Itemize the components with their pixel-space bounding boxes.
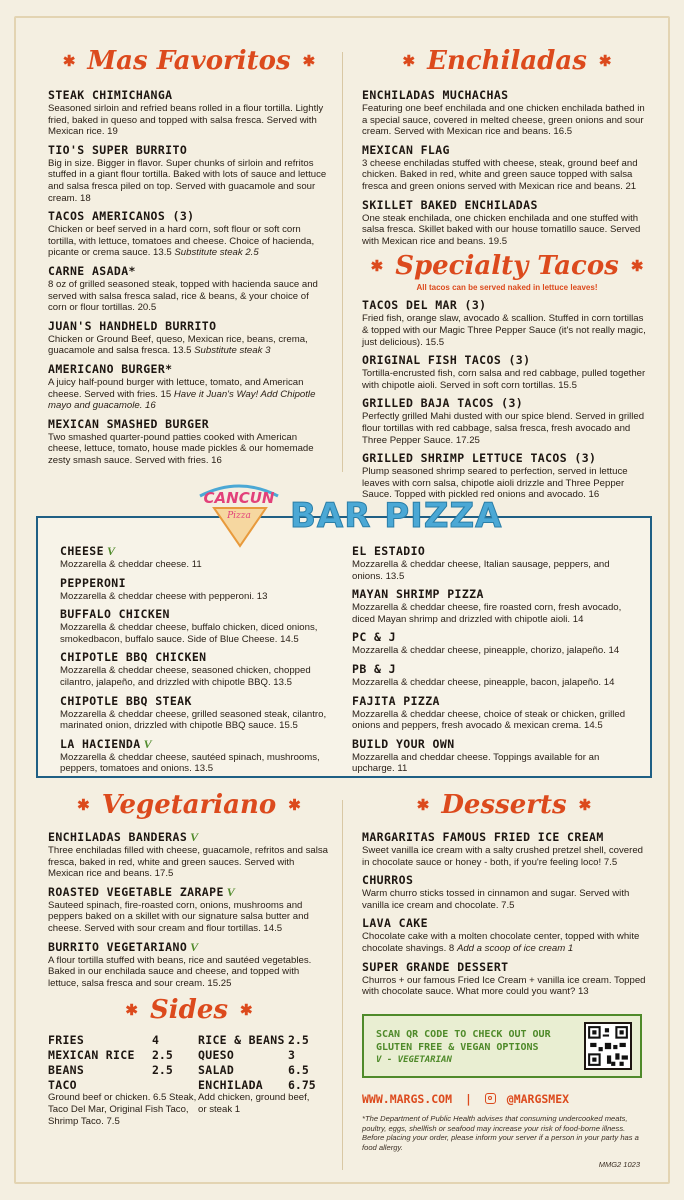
item-desc-text: Mozzarella & cheddar cheese, pineapple, bacon, jalapeño. 14	[352, 676, 615, 688]
menu-item-description	[48, 377, 330, 412]
menu-item-name	[60, 694, 336, 709]
menu-item-name	[48, 830, 330, 845]
item-name-text: PC & J	[352, 630, 396, 645]
menu-item	[352, 694, 642, 732]
star-icon: ✱	[62, 51, 76, 70]
side-name: QUESO	[198, 1048, 235, 1063]
menu-code: MMG2 1023	[598, 1160, 640, 1169]
footer-links	[362, 1092, 569, 1106]
menu-item-description	[362, 888, 646, 911]
menu-item-description	[362, 931, 646, 954]
item-name-text: MEXICAN FLAG	[362, 142, 450, 157]
menu-item	[362, 960, 646, 998]
menu-item-description	[362, 313, 652, 348]
item-desc-text: Sweet vanilla ice cream with a salty crushed pretzel shell, covered in chocolate sauce or honey - both, if you're feeling loco! 7.5	[362, 845, 644, 868]
menu-item-name	[362, 88, 652, 103]
side-price	[152, 1078, 198, 1092]
item-desc-text: Mozzarella & cheddar cheese, pineapple, chorizo, jalapeño. 14	[352, 645, 620, 657]
item-name-text: CHURROS	[362, 873, 414, 888]
item-name-text: MEXICAN SMASHED BURGER	[48, 416, 210, 431]
item-name-text: ORIGINAL FISH TACOS (3)	[362, 353, 531, 368]
menu-item-name	[48, 417, 330, 432]
menu-item	[48, 209, 330, 259]
menu-item	[48, 88, 330, 138]
menu-item	[60, 737, 336, 775]
item-name-text: MAYAN SHRIMP PIZZA	[352, 587, 484, 602]
qr-line3: V - VEGETARIAN	[376, 1055, 452, 1065]
menu-item	[362, 143, 652, 193]
item-desc-text: Tortilla-encrusted fish, corn salsa and red cabbage, pulled together with chipotle aioli. Served in soft corn tortillas. 15.5	[362, 368, 646, 391]
item-name-text: SKILLET BAKED ENCHILADAS	[362, 197, 538, 212]
menu-item-description	[48, 845, 330, 880]
menu-item-description	[48, 955, 330, 990]
item-desc-text: Seasoned sirloin and refried beans rolled in a flour tortilla. Lightly fried, baked in queso and topped with salsa fresca. Served with Mexican rice. 19	[48, 103, 324, 138]
star-icon: ✱	[240, 1000, 253, 1019]
star-icon: ✱	[402, 51, 416, 70]
health-disclaimer: *The Department of Public Health advises that consuming undercooked meats, poultry, eggs, shellfish or seafood may increase your risk of food-borne illness. Before placing your order, please inform your server if a person in your party has a food allergy.	[362, 1114, 639, 1152]
vegetarian-icon: V	[190, 830, 199, 844]
item-desc-text: Mozzarella & cheddar cheese, grilled seasoned steak, cilantro, marinated onion, drizzled with chipotle BBQ sauce. 15.5	[60, 708, 327, 732]
item-desc-text: Sauteed spinach, fire-roasted corn, onions, mushrooms and peppers baked on a skillet with our signature salsa butter and cheese. Served with sour cream and flour tortillas. 14.5	[48, 899, 309, 934]
menu-item-note: Substitute steak 3	[194, 345, 271, 357]
menu-item-description	[362, 975, 646, 998]
menu-item-name	[48, 88, 330, 103]
column-divider-top	[342, 52, 343, 472]
star-icon: ✱	[578, 795, 592, 814]
menu-item	[48, 362, 330, 412]
vegetarian-icon: V	[226, 884, 236, 899]
menu-item-name	[48, 143, 330, 158]
menu-item	[48, 940, 330, 990]
menu-item-description	[48, 158, 330, 204]
item-desc-text: Warm churro sticks tossed in cinnamon and sugar. Served with vanilla ice cream and chocolate. 7.5	[362, 888, 630, 911]
menu-item	[362, 396, 652, 446]
star-icon: ✱	[77, 795, 90, 814]
star-icon: ✱	[370, 256, 384, 275]
desserts-list	[362, 830, 646, 998]
vegetarian-icon: V	[106, 544, 116, 558]
menu-item	[362, 198, 652, 248]
mas-favoritos-title: ✱ Mas Favoritos ✱	[62, 46, 316, 76]
menu-item-description	[60, 622, 336, 645]
desserts-title: ✱ Desserts ✱	[416, 790, 592, 820]
specialty-tacos-title: ✱ Specialty Tacos ✱	[370, 251, 644, 282]
menu-item	[60, 650, 336, 688]
side-name: BEANS	[48, 1063, 85, 1078]
item-name-text: EL ESTADIO	[352, 544, 426, 558]
menu-item	[362, 873, 646, 911]
item-name-text: BUILD YOUR OWN	[352, 736, 455, 751]
pizza-logo-text: Pizza	[227, 511, 251, 521]
item-desc-text: A flour tortilla stuffed with beans, rice and sautéed vegetables. Baked in our enchilada sauce and cheese, and topped with lettuce, salsa fresca and sour cream. 15.25	[48, 954, 312, 989]
item-name-text: ENCHILADAS BANDERAS	[48, 830, 188, 844]
vegetarian-icon: V	[190, 939, 199, 954]
menu-item-description	[352, 645, 642, 657]
column-divider-bottom	[342, 800, 343, 1170]
menu-item	[48, 143, 330, 204]
item-desc-text: Mozzarella & cheddar cheese, sautéed spinach, mushrooms, peppers, tomatoes and onions. 13.5	[60, 751, 320, 775]
item-name-text: PEPPERONI	[60, 575, 126, 590]
menu-item-name	[48, 362, 330, 377]
vegetarian-icon: V	[143, 736, 152, 751]
item-desc-text: Plump seasoned shrimp seared to perfection, served in lettuce leaves with corn salsa, chipotle aioli drizzle and Three Pepper Sauce. Topped with pickled red onions and avocado. 16	[362, 466, 628, 501]
menu-item	[352, 737, 642, 775]
menu-item-name	[352, 587, 642, 602]
menu-item-description	[48, 334, 330, 357]
item-desc-text: Featuring one beef enchilada and one chicken enchilada bathed in a special sauce, covered in melted cheese, green onions and sour cream. Served with Mexican rice and beans. 16.5	[362, 103, 645, 138]
side-price: 6.75	[288, 1078, 316, 1093]
menu-item-name	[48, 209, 330, 224]
menu-item-name	[362, 830, 646, 845]
menu-item-name	[362, 960, 646, 975]
menu-item-name	[362, 451, 652, 466]
item-name-text: CHIPOTLE BBQ CHICKEN	[60, 650, 207, 665]
item-name-text: TIO'S SUPER BURRITO	[48, 142, 188, 157]
pizza-left-column	[60, 544, 336, 780]
menu-item	[60, 576, 336, 603]
menu-item-name	[362, 873, 646, 888]
menu-item	[362, 451, 652, 501]
menu-item-description	[362, 103, 652, 138]
bar-pizza-title: BAR PIZZA	[290, 496, 503, 536]
side-price: 6.5	[288, 1063, 309, 1078]
star-icon: ✱	[288, 795, 301, 814]
menu-item	[352, 587, 642, 625]
item-name-text: BUFFALO CHICKEN	[60, 607, 170, 622]
side-name: TACO	[48, 1078, 77, 1093]
enchiladas-section	[362, 48, 652, 506]
item-desc-text: Mozzarella & cheddar cheese, seasoned chicken, chopped cilantro, jalapeño, and drizzled with chipotle BBQ. 13.5	[60, 665, 311, 688]
menu-item-description	[362, 158, 652, 193]
item-name-text: MARGARITAS FAMOUS FRIED ICE CREAM	[362, 830, 604, 844]
menu-item	[362, 916, 646, 954]
menu-item-name	[362, 298, 652, 313]
menu-item	[48, 830, 330, 880]
menu-item-name	[362, 396, 652, 411]
mas-favoritos-section	[48, 48, 330, 471]
item-name-text: LA HACIENDA	[60, 736, 141, 751]
menu-item-name	[60, 737, 336, 752]
menu-item	[362, 353, 652, 391]
menu-item-name	[60, 576, 336, 591]
enchilada-side-desc: Add chicken, ground beef, or steak 1	[198, 1092, 310, 1115]
item-name-text: SUPER GRANDE DESSERT	[362, 959, 509, 974]
menu-item-name	[60, 607, 336, 622]
menu-item-description	[352, 559, 642, 582]
item-name-text: FAJITA PIZZA	[352, 693, 440, 708]
item-desc-text: Chicken or beef served in a hard corn, soft flour or soft corn tortilla, with lettuce, tomatoes and cheese. Choice of hacienda, picante or crema sauce. 13.5	[48, 224, 315, 259]
menu-item-description	[352, 677, 642, 689]
side-price: 2.5	[288, 1033, 309, 1048]
sides-title: ✱ Sides ✱	[125, 995, 253, 1026]
menu-item	[48, 319, 330, 357]
menu-item-description	[362, 368, 652, 391]
menu-item-name	[48, 885, 330, 900]
bar-pizza-box	[36, 516, 652, 778]
item-name-text: PB & J	[352, 661, 396, 676]
menu-item	[362, 298, 652, 348]
menu-item-description	[352, 602, 642, 625]
menu-item-name	[60, 650, 336, 665]
menu-item-description	[362, 213, 652, 248]
qr-code-icon[interactable]	[584, 1022, 632, 1070]
item-name-text: LAVA CAKE	[362, 916, 428, 931]
side-name: FRIES	[48, 1033, 85, 1048]
menu-item-note: Add a scoop of ice cream 1	[456, 942, 574, 954]
menu-item-description	[60, 709, 336, 732]
menu-item-description	[352, 709, 642, 732]
menu-item-description	[352, 752, 642, 775]
item-desc-text: Mozzarella & cheddar cheese, buffalo chicken, diced onions, smokedbacon, buffalo sauce. Side of Blue Cheese. 14.5	[60, 622, 318, 645]
menu-item	[60, 607, 336, 645]
item-desc-text: 8 oz of grilled seasoned steak, topped with hacienda sauce and served with salsa fresca salad, rice & beans, & your choice of corn or flour tortillas. 20.5	[48, 278, 318, 314]
item-desc-text: Perfectly grilled Mahi dusted with our spice blend. Served in grilled flour tortillas with red cabbage, salsa fresca, fresh avocado and Three Pepper Sauce. 17.25	[362, 411, 645, 446]
item-name-text: CARNE ASADA*	[48, 263, 136, 278]
item-desc-text: Churros + our famous Fried Ice Cream + vanilla ice cream. Topped with chocolate sauce. What more could you want? 13	[362, 974, 646, 998]
website-link[interactable]: WWW.MARGS.COM	[362, 1092, 453, 1106]
menu-item-name	[48, 319, 330, 334]
specialty-tacos-list	[362, 298, 652, 501]
menu-item-description	[60, 752, 336, 775]
item-name-text: GRILLED SHRIMP LETTUCE TACOS (3)	[362, 451, 597, 466]
item-desc-text: Mozzarella & cheddar cheese with pepperoni. 13	[60, 590, 268, 602]
item-name-text: JUAN'S HANDHELD BURRITO	[48, 318, 217, 333]
menu-item	[362, 830, 646, 868]
menu-item-description	[48, 224, 330, 259]
item-desc-text: Three enchiladas filled with cheese, guacamole, refritos and salsa fresca, baked in red, white and green sauces. Served with Mexican rice and beans. 17.5	[48, 845, 328, 880]
star-icon: ✱	[302, 51, 316, 70]
item-name-text: TACOS AMERICANOS (3)	[48, 209, 195, 224]
menu-item	[48, 264, 330, 314]
item-name-text: CHEESE	[60, 544, 104, 558]
menu-item-name	[352, 694, 642, 709]
menu-item-note: Have it Juan's Way! Add Chipotle mayo and guacamole. 16	[48, 388, 316, 412]
enchiladas-title: ✱ Enchiladas ✱	[402, 46, 612, 76]
menu-item-name	[48, 940, 330, 955]
item-desc-text: Chocolate cake with a molten chocolate center, topped with white chocolate shavings. 8	[362, 931, 640, 954]
menu-item-description	[60, 559, 336, 571]
qr-line1: SCAN QR CODE TO CHECK OUT OUR	[376, 1029, 551, 1040]
vegetariano-section	[48, 792, 330, 1127]
menu-item	[352, 630, 642, 657]
item-name-text: ENCHILADAS MUCHACHAS	[362, 88, 509, 102]
item-desc-text: Big in size. Bigger in flavor. Super chunks of sirloin and refritos stuffed in a giant flour tortilla. Baked with lots of sauce and lettuce and salsa fresca piled on top. Served with guacamole and sour cream. 18	[48, 157, 327, 204]
item-name-text: STEAK CHIMICHANGA	[48, 88, 173, 102]
sides-grid	[48, 1033, 330, 1092]
menu-item-name	[352, 544, 642, 559]
menu-item	[48, 885, 330, 935]
star-icon: ✱	[598, 51, 612, 70]
star-icon: ✱	[630, 256, 644, 275]
menu-item-name	[48, 264, 330, 279]
item-desc-text: A juicy half-pound burger with lettuce, tomato, and American cheese. Served with fries. 15	[48, 376, 304, 400]
item-desc-text: Fried fish, orange slaw, avocado & scallion. Stuffed in corn tortillas & topped with our Magic Three Pepper Sauce (it's not really magic, just delicious). 15.5	[362, 313, 646, 348]
qr-line2: GLUTEN FREE & VEGAN OPTIONS	[376, 1042, 539, 1053]
instagram-icon	[485, 1093, 496, 1104]
item-desc-text: Mozzarella & cheddar cheese. 11	[60, 559, 202, 570]
menu-item-description	[48, 103, 330, 138]
menu-item	[362, 88, 652, 138]
qr-code-box	[362, 1014, 642, 1078]
enchiladas-list	[362, 88, 652, 247]
side-name: SALAD	[198, 1063, 235, 1078]
side-name: MEXICAN RICE	[48, 1048, 135, 1063]
pizza-right-column	[352, 544, 642, 780]
item-desc-text: Mozzarella and cheddar cheese. Toppings available for an upcharge. 11	[352, 751, 600, 775]
vegetariano-list	[48, 830, 330, 989]
item-desc-text: Two smashed quarter-pound patties cooked with American cheese, lettuce, tomato, house made pickles & our homemade zesty smash sauce. Served with fries. 16	[48, 431, 314, 466]
item-desc-text: Mozzarella & cheddar cheese, choice of steak or chicken, grilled onions and peppers, fresh avocado & mexican crema. 14.5	[352, 708, 626, 732]
star-icon: ✱	[125, 1000, 138, 1019]
menu-item	[48, 417, 330, 467]
side-name: ENCHILADA	[198, 1078, 264, 1093]
vegetariano-title: ✱ Vegetariano ✱	[77, 790, 301, 820]
item-name-text: AMERICANO BURGER*	[48, 361, 173, 376]
taco-side-desc: Ground beef or chicken. 6.5 Steak, Taco Del Mar, Original Fish Taco, Shrimp Taco. 7.5	[48, 1092, 197, 1127]
item-name-text: CHIPOTLE BBQ STEAK	[60, 693, 192, 708]
side-price: 3	[288, 1048, 295, 1063]
item-desc-text: 3 cheese enchiladas stuffed with cheese, steak, ground beef and chicken. Baked in red, white and green sauce topped with salsa fresca and green onions served with Mexican rice and beans. 21	[362, 157, 638, 192]
menu-item-name	[362, 198, 652, 213]
menu-item-description	[48, 432, 330, 467]
menu-item	[60, 694, 336, 732]
menu-item	[352, 544, 642, 582]
item-name-text: BURRITO VEGETARIANO	[48, 939, 188, 954]
qr-text	[376, 1028, 551, 1067]
mas-favoritos-list	[48, 88, 330, 466]
cancun-logo-text: CANCUN	[203, 489, 275, 507]
item-name-text: GRILLED BAJA TACOS (3)	[362, 396, 524, 411]
item-name-text: ROASTED VEGETABLE ZARAPE	[48, 884, 224, 899]
side-price: 2.5	[152, 1063, 173, 1078]
side-name: RICE & BEANS	[198, 1033, 285, 1048]
menu-item-description	[48, 900, 330, 935]
cancun-pizza-logo	[192, 478, 286, 548]
menu-item-description	[60, 591, 336, 603]
side-price: 2.5	[152, 1048, 173, 1063]
menu-item-name	[362, 353, 652, 368]
menu-item-name	[362, 916, 646, 931]
tacos-lettuce-note: All tacos can be served naked in lettuce leaves!	[416, 283, 598, 293]
menu-item-name	[352, 662, 642, 677]
instagram-handle[interactable]: @MARGSMEX	[506, 1092, 570, 1106]
menu-item-name	[362, 143, 652, 158]
social-separator: |	[464, 1092, 472, 1106]
star-icon: ✱	[416, 795, 430, 814]
menu-item-description	[48, 279, 330, 314]
menu-item-description	[60, 665, 336, 688]
menu-item-name	[352, 630, 642, 645]
menu-item-description	[362, 845, 646, 868]
item-desc-text: Chicken or Ground Beef, queso, Mexican rice, beans, crema, guacamole and salsa fresca. 13.5	[48, 333, 308, 357]
menu-item-description	[362, 411, 652, 446]
item-desc-text: Mozzarella & cheddar cheese, fire roasted corn, fresh avocado, diced Mayan shrimp and drizzled with chipotle aioli. 14	[352, 602, 622, 625]
menu-item	[352, 662, 642, 689]
item-desc-text: One steak enchilada, one chicken enchilada and one stuffed with salsa fresca. Skillet baked with our house tomatillo sauce. Served with Mexican rice and beans. 19.5	[362, 212, 641, 247]
menu-item-name	[352, 737, 642, 752]
desserts-section	[362, 792, 646, 1003]
menu-item-note: Substitute steak 2.5	[174, 247, 259, 259]
item-name-text: TACOS DEL MAR (3)	[362, 298, 487, 313]
side-price: 4	[152, 1033, 159, 1048]
item-desc-text: Mozzarella & cheddar cheese, Italian sausage, peppers, and onions. 13.5	[352, 559, 610, 582]
